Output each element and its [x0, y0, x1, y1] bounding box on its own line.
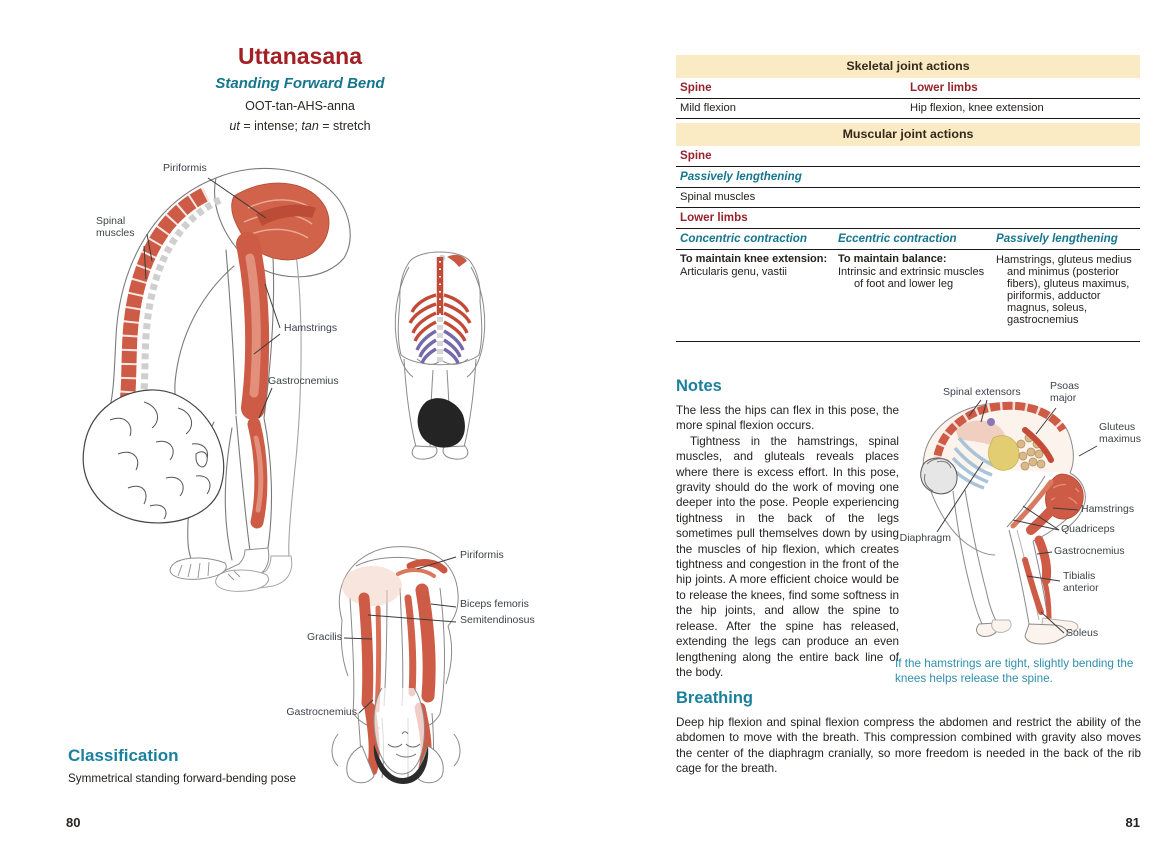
spine-action-value: Mild flexion — [680, 102, 736, 114]
muscular-joint-actions-table — [676, 123, 1140, 342]
column-header-passive: Passively lengthening — [996, 232, 1118, 245]
label-semitendinosus: Semitendinosus — [460, 614, 535, 626]
table-body-row — [676, 250, 1140, 342]
label-psoas-major: Psoas major — [1050, 380, 1080, 404]
etymology-term: ut — [229, 119, 240, 134]
vertebral-column — [140, 200, 220, 414]
label-quadriceps: Quadriceps — [1061, 523, 1115, 535]
table-title: Muscular joint actions — [676, 123, 1140, 146]
label-tibialis-anterior: Tibialis anterior — [1063, 570, 1099, 594]
eccentric-cell — [838, 253, 996, 337]
label-hamstrings: Hamstrings — [1081, 503, 1135, 515]
figure-notes-side-view — [893, 378, 1145, 656]
vertebra-accent — [987, 418, 995, 426]
lower-limbs-action-value: Hip flexion, knee extension — [910, 102, 1044, 114]
eccentric-intent: To maintain balance: — [838, 253, 947, 265]
column-header-spine: Spine — [680, 81, 712, 94]
label-hamstrings: Hamstrings — [284, 322, 338, 334]
column-header-concentric: Concentric contraction — [680, 232, 807, 245]
anatomy-illustration-forward-bend-back — [385, 243, 495, 463]
classification-heading: Classification — [68, 746, 179, 765]
concentric-intent: To maintain knee extension: — [680, 253, 828, 265]
label-piriformis: Piriformis — [460, 549, 504, 561]
table-header-row — [676, 229, 1140, 250]
table-row — [676, 188, 1140, 208]
pose-title: Uttanasana — [238, 43, 362, 69]
label-diaphragm: Diaphragm — [899, 532, 951, 544]
table-title: Skeletal joint actions — [676, 55, 1140, 78]
anatomy-illustration-notes — [893, 378, 1145, 656]
label-gastrocnemius: Gastrocnemius — [268, 375, 339, 387]
notes-heading: Notes — [676, 377, 722, 395]
figure-caption: If the hamstrings are tight, slightly bending the knees helps release the spine. — [895, 657, 1134, 685]
pose-etymology — [130, 119, 470, 133]
etymology-def: = stretch — [322, 119, 371, 134]
eccentric-muscles: Intrinsic and extrinsic muscles of foot and lower leg — [838, 266, 985, 290]
notes-text — [676, 403, 899, 680]
head-hair-dark — [418, 398, 465, 447]
figure-back-view — [385, 243, 495, 463]
passive-cell — [996, 253, 1144, 337]
notes-paragraph-2: Tightness in the hamstrings, spinal muscles, and gluteals reveals places where there is excess effort. In this pose, gravity should do the work of moving one deeper into the pose. People experiencing tightness in the back of the legs sometimes pull themselves down by using the muscles of hip flexion, which creates tightness and congestion in the front of the hip joints. A more efficient choice would be to release the knees, find some softness in the hip joints, and allow the spine to release. After the spine has released, extending the legs can produce an even lengthening along the entire back line of the body. — [676, 434, 899, 679]
table-header-row — [676, 78, 1140, 99]
label-spinal-muscles: Spinal muscles — [96, 215, 135, 239]
label-gastrocnemius: Gastrocnemius — [286, 706, 357, 718]
etymology-def: = intense; — [243, 119, 298, 134]
section-heading-spine: Spine — [680, 149, 712, 162]
column-header-lower-limbs: Lower limbs — [910, 81, 978, 94]
section-heading-lower-limbs: Lower limbs — [680, 211, 748, 224]
pose-pronunciation: OOT-tan-AHS-anna — [245, 99, 355, 114]
passive-muscles: Hamstrings, gluteus medius and minimus (posterior fibers), gluteus maximus, piriformis, adductor magnus, soleus, gastrocnemius — [996, 254, 1132, 326]
table-row — [676, 99, 1140, 119]
column-header-eccentric: Eccentric contraction — [838, 232, 957, 245]
figure-bottom-back-view — [250, 538, 590, 790]
concentric-cell — [680, 253, 838, 337]
label-gracilis: Gracilis — [306, 631, 342, 643]
label-piriformis: Piriformis — [163, 162, 207, 174]
label-gluteus-maximus: Gluteus maximus — [1099, 421, 1142, 445]
soleus-muscle — [1045, 582, 1049, 618]
page-number-right: 81 — [1125, 815, 1140, 830]
subheading-passively-lengthening: Passively lengthening — [680, 170, 802, 183]
gluteal-shading — [342, 566, 402, 606]
head — [921, 458, 957, 494]
pose-subtitle: Standing Forward Bend — [215, 75, 385, 93]
notes-paragraph-1: The less the hips can flex in this pose, the more spinal flexion occurs. — [676, 404, 899, 433]
page-number-left: 80 — [66, 815, 81, 830]
etymology-term: tan — [301, 119, 319, 134]
anatomy-illustration-deep-fold-back — [250, 538, 590, 790]
semitendinosus-muscle — [364, 598, 368, 703]
classification-text: Symmetrical standing forward-bending pose — [68, 772, 297, 785]
spine-muscles-value: Spinal muscles — [680, 191, 756, 203]
biceps-femoris-muscle — [422, 590, 429, 696]
skeletal-joint-actions-table — [676, 55, 1140, 119]
label-biceps-femoris: Biceps femoris — [460, 598, 529, 610]
table-section-lower-limbs — [676, 208, 1140, 229]
ear — [196, 452, 207, 467]
table-subheading-row — [676, 167, 1140, 188]
inverted-head — [374, 688, 425, 774]
label-spinal-extensors: Spinal extensors — [943, 386, 1021, 398]
diaphragm-dome — [988, 436, 1019, 471]
breathing-text: Deep hip flexion and spinal flexion compress the abdomen and restrict the ability of the abdomen to move with the breath. This compression combined with gravity also moves the center of the diaphragm cranially, so more freedom is needed in the back of the rib cage for the breath. — [676, 716, 1141, 776]
label-gastrocnemius: Gastrocnemius — [1054, 545, 1125, 557]
breathing-heading: Breathing — [676, 689, 754, 707]
concentric-muscles: Articularis genu, vastii — [680, 266, 787, 278]
label-soleus: Soleus — [1066, 627, 1099, 639]
table-section-spine — [676, 146, 1140, 167]
pose-title-block — [130, 44, 470, 133]
